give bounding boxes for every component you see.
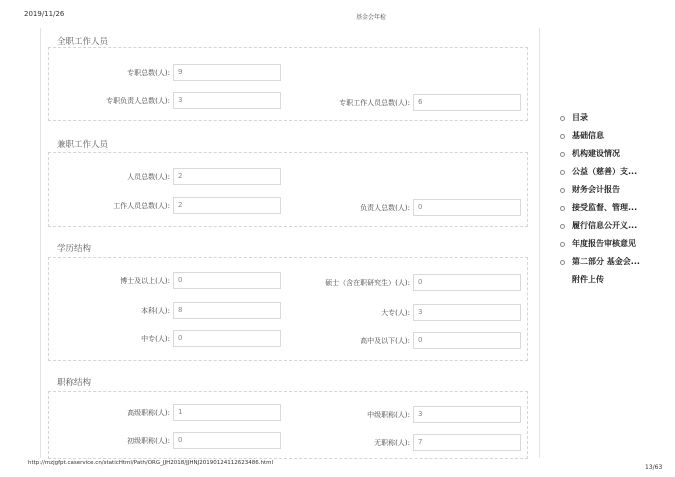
field-label: 本科(人):: [141, 307, 170, 315]
circle-icon: [560, 260, 565, 265]
field-label: 博士及以上(人):: [120, 277, 170, 285]
fulltime-staff-field[interactable]: 6: [413, 94, 521, 111]
circle-icon: [560, 188, 565, 193]
circle-icon: [560, 170, 565, 175]
field-label: 大专(人):: [381, 309, 410, 317]
junior-title-field[interactable]: 0: [173, 432, 281, 449]
circle-icon: [560, 206, 565, 211]
nav-item-label: 年度报告审核意见: [572, 239, 636, 248]
nav-item-label: 接受监督、管理...: [572, 203, 638, 212]
circle-icon: [560, 242, 565, 247]
high-school-field[interactable]: 0: [413, 332, 521, 349]
section-title-parttime: 兼职工作人员: [57, 140, 109, 150]
no-title-field[interactable]: 7: [413, 434, 521, 451]
master-field[interactable]: 0: [413, 274, 521, 291]
nav-item-label: 附件上传: [572, 275, 604, 284]
doctorate-field[interactable]: 0: [173, 272, 281, 289]
parttime-total-field[interactable]: 2: [173, 168, 281, 185]
technical-school-field[interactable]: 0: [173, 330, 281, 347]
senior-title-field[interactable]: 1: [173, 404, 281, 421]
field-label: 中专(人):: [141, 335, 170, 343]
page-title: 基金会年检: [356, 14, 387, 21]
field-label: 专职负责人总数(人):: [106, 97, 170, 105]
field-label: 工作人员总数(人):: [113, 202, 170, 210]
field-label: 高中及以下(人):: [360, 337, 410, 345]
college-field[interactable]: 3: [413, 304, 521, 321]
field-label: 硕士（含在职研究生）(人):: [325, 279, 410, 287]
field-label: 负责人总数(人):: [360, 204, 410, 212]
circle-icon: [560, 224, 565, 229]
nav-item-label: 财务会计报告: [572, 185, 620, 194]
nav-item-label: 机构建设情况: [572, 149, 620, 158]
fulltime-total-field[interactable]: 9: [173, 64, 281, 81]
fulltime-leader-field[interactable]: 3: [173, 92, 281, 109]
print-date: 2019/11/26: [24, 10, 65, 18]
field-label: 专职总数(人):: [127, 69, 170, 77]
field-label: 中级职称(人):: [367, 411, 410, 419]
field-label: 高级职称(人):: [127, 409, 170, 417]
field-label: 专职工作人员总数(人):: [339, 99, 410, 107]
nav-item-label: 目录: [572, 113, 588, 122]
nav-item-label: 第二部分 基金会...: [572, 257, 640, 266]
circle-icon: [560, 116, 565, 121]
bachelor-field[interactable]: 8: [173, 302, 281, 319]
nav-item-label: 履行信息公开义...: [572, 221, 638, 230]
circle-icon: [560, 152, 565, 157]
circle-icon: [560, 134, 565, 139]
section-title-education: 学历结构: [57, 244, 92, 254]
page-url: http://mzjgfpt.caservice.cn/staticHtml/Path/ORG_JJH2018/JJHNJ20190124112623486.html: [28, 460, 273, 466]
page-number: 13/63: [645, 464, 663, 471]
middle-title-field[interactable]: 3: [413, 406, 521, 423]
nav-item-label: 公益（慈善）支...: [572, 167, 638, 176]
field-label: 人员总数(人):: [127, 173, 170, 181]
nav-item-label: 基础信息: [572, 131, 604, 140]
field-label: 初级职称(人):: [127, 437, 170, 445]
parttime-staff-field[interactable]: 2: [173, 197, 281, 214]
parttime-leader-field[interactable]: 0: [413, 199, 521, 216]
section-title-titles: 职称结构: [57, 378, 92, 388]
section-title-fulltime: 全职工作人员: [57, 37, 109, 47]
field-label: 无职称(人):: [374, 439, 410, 447]
